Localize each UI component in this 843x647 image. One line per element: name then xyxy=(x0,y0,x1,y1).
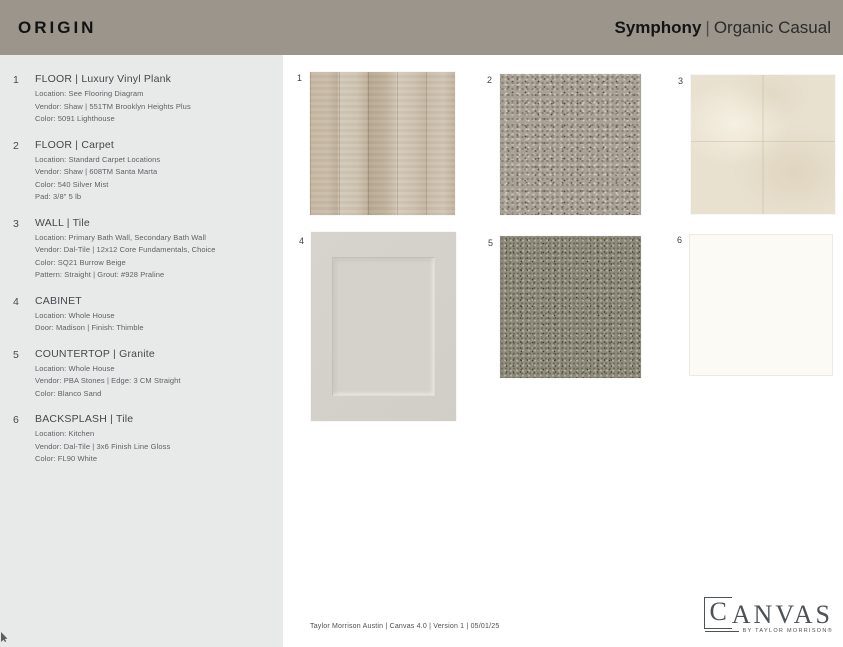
collection-title xyxy=(615,18,832,38)
legend-item-number: 2 xyxy=(13,139,19,152)
legend-item-title: FLOOR | Carpet xyxy=(35,138,115,151)
legend-item-detail: Color: 5091 Lighthouse xyxy=(35,114,115,123)
legend-item-detail: Color: SQ21 Burrow Beige xyxy=(35,257,126,267)
legend-item-cabinet xyxy=(13,295,275,335)
collection-divider: | xyxy=(705,17,710,37)
legend-item-detail: Vendor: PBA Stones | Edge: 3 CM Straight xyxy=(35,376,181,385)
legend-item-title: WALL | Tile xyxy=(35,216,90,229)
style-name: Organic Casual xyxy=(713,17,831,37)
swatch-wall-tile xyxy=(691,75,835,214)
legend-item-detail: Vendor: Shaw | 551TM Brooklyn Heights Plus xyxy=(35,101,191,111)
cabinet-door-panel xyxy=(332,257,435,396)
legend-item-detail: Color: 540 Silver Mist xyxy=(35,179,109,189)
legend-item-detail: Door: Madison | Finish: Thimble xyxy=(35,323,144,332)
legend-item-number: 3 xyxy=(13,217,19,230)
legend-item-title: CABINET xyxy=(35,294,82,307)
legend-item-title: FLOOR | Luxury Vinyl Plank xyxy=(35,73,172,85)
collection-name: Symphony xyxy=(614,17,702,37)
swatch-carpet xyxy=(500,74,641,215)
legend-item-title: COUNTERTOP | Granite xyxy=(35,347,155,360)
legend-item-detail: Location: Whole House xyxy=(35,310,115,320)
brand-title: ORIGIN xyxy=(18,17,97,37)
footer-version-line: Taylor Morrison Austin | Canvas 4.0 | Version 1 | 05/01/25 xyxy=(310,623,500,630)
legend-item-detail: Color: FL90 White xyxy=(35,454,98,463)
swatch-number-1: 1 xyxy=(297,73,303,83)
canvas-wordmark-rest: ANVAS xyxy=(731,600,833,629)
legend-item-detail: Pad: 3/8" 5 lb xyxy=(35,192,82,201)
swatch-number-2: 2 xyxy=(487,75,493,85)
legend-item-detail: Location: Primary Bath Wall, Secondary Bath Wall xyxy=(35,232,206,242)
swatch-granite xyxy=(500,236,641,378)
legend-item-detail: Pattern: Straight | Grout: #928 Praline xyxy=(35,270,165,279)
legend-item-wall-tile xyxy=(13,217,275,282)
swatch-luxury-vinyl-plank xyxy=(310,72,455,215)
legend-item-number: 6 xyxy=(13,414,19,426)
legend-item-detail: Location: Whole House xyxy=(35,363,115,373)
canvas-wordmark xyxy=(704,597,833,629)
legend-item-countertop xyxy=(13,348,275,401)
legend-item-title: BACKSPLASH | Tile xyxy=(35,413,134,425)
swatch-number-5: 5 xyxy=(488,238,494,248)
canvas-logo xyxy=(704,597,833,634)
header-bar xyxy=(0,0,843,55)
legend-item-backsplash xyxy=(13,413,275,466)
canvas-c-frame: C xyxy=(704,597,731,629)
legend-item-floor-lvp xyxy=(13,73,275,126)
swatch-number-3: 3 xyxy=(678,76,684,86)
legend-item-detail: Color: Blanco Sand xyxy=(35,388,102,398)
swatch-number-6: 6 xyxy=(677,235,683,245)
legend-item-number: 5 xyxy=(13,348,19,361)
legend-item-detail: Location: See Flooring Diagram xyxy=(35,89,144,98)
legend-item-detail: Vendor: Dal-Tile | 12x12 Core Fundamentals, Choice xyxy=(35,245,216,254)
legend-item-detail: Location: Standard Carpet Locations xyxy=(35,154,161,164)
swatch-backsplash-tile xyxy=(689,234,833,376)
legend-item-detail: Vendor: Shaw | 608TM Santa Marta xyxy=(35,167,158,176)
swatch-cabinet-door xyxy=(311,232,456,421)
legend-item-number: 1 xyxy=(13,74,19,86)
legend-sidebar xyxy=(0,55,283,647)
legend-item-number: 4 xyxy=(13,295,19,308)
legend-item-detail: Vendor: Dal-Tile | 3x6 Finish Line Gloss xyxy=(35,441,171,451)
canvas-tagline: BY TAYLOR MORRISON® xyxy=(742,628,833,634)
tagline-rule xyxy=(705,631,739,632)
legend-item-detail: Location: Kitchen xyxy=(35,429,95,438)
swatch-number-4: 4 xyxy=(299,236,305,246)
legend-item-floor-carpet xyxy=(13,139,275,204)
